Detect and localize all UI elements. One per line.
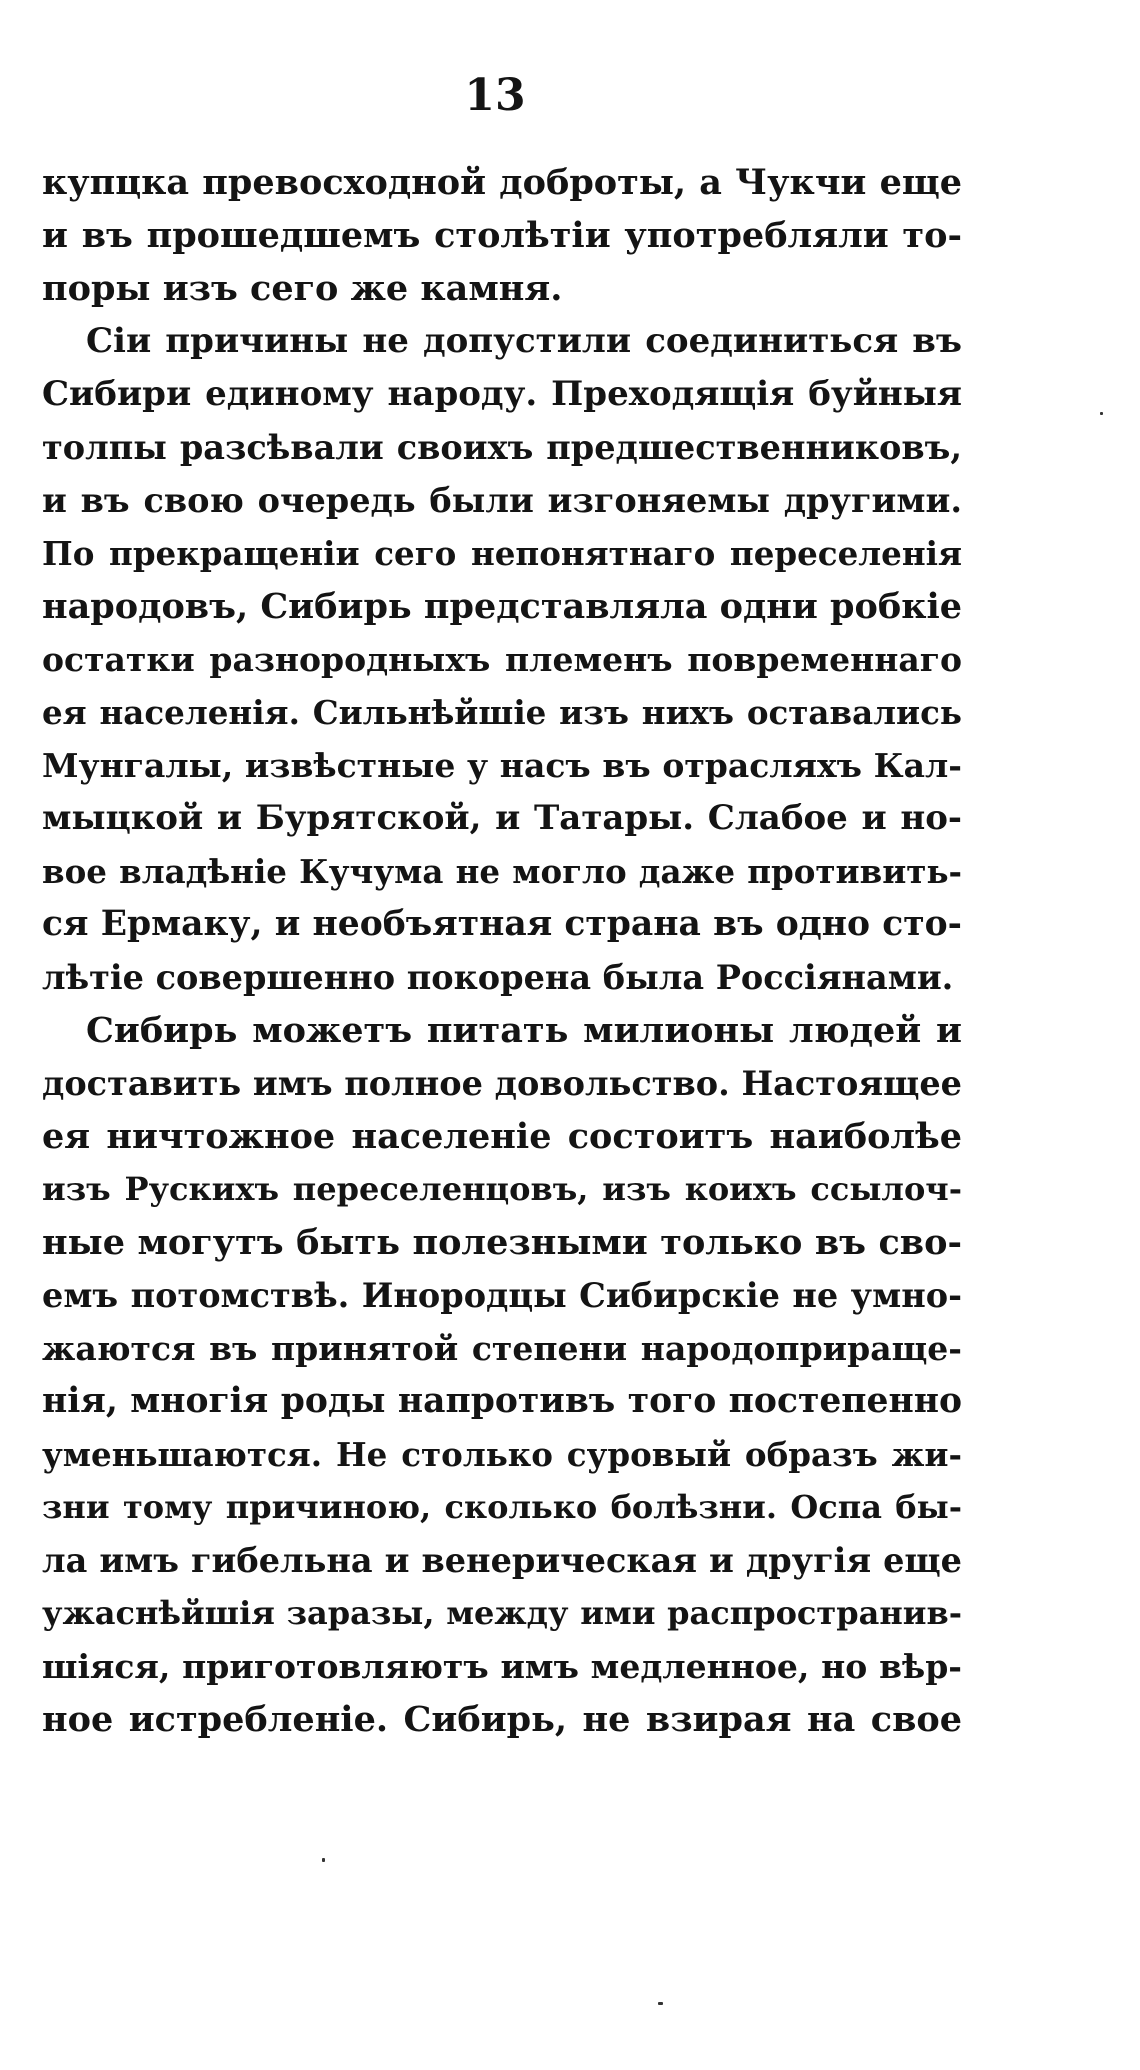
text-line: шіяся, приготовляютъ имъ медленное, но вѣр- (42, 1647, 962, 1686)
body-text (42, 156, 962, 1746)
print-speck (658, 2002, 663, 2005)
text-line: и въ прошедшемъ столѣтіи употребляли то- (42, 215, 962, 256)
text-line: купцка превосходной доброты, а Чукчи еще (42, 162, 962, 203)
text-line: изъ Рускихъ переселенцовъ, изъ коихъ ссылоч- (42, 1170, 962, 1208)
text-line: ла имъ гибельна и венерическая и другія еще (42, 1541, 962, 1580)
text-line: По прекращеніи сего непонятнаго переселенія (42, 534, 962, 573)
text-line: ся Ермаку, и необъятная страна въ одно сто- (42, 904, 962, 944)
text-line: Сибири единому народу. Преходящія буйныя (42, 374, 962, 414)
print-speck (1100, 412, 1103, 415)
text-line: ея ничтожное населеніе состоитъ наиболѣе (42, 1116, 962, 1157)
paragraph-first-line: Сибирь можетъ питать милионы людей и (86, 1010, 962, 1051)
text-line: нія, многія роды напротивъ того постепенно (42, 1381, 962, 1421)
text-line: емъ потомствѣ. Инородцы Сибирскіе не умно- (42, 1276, 962, 1315)
text-line: уменьшаются. Не столько суровый образъ жи- (42, 1435, 962, 1474)
text-line: мыцкой и Бурятской, и Татары. Слабое и но- (42, 798, 962, 838)
text-line: ное истребленіе. Сибирь, не взирая на свое (42, 1699, 962, 1740)
text-line: жаются въ принятой степени народоприраще- (42, 1329, 962, 1368)
paragraph-first-line: Сіи причины не допустили соединиться въ (86, 321, 962, 361)
text-line: ея населенія. Сильнѣйшіе изъ нихъ оставались (42, 693, 962, 732)
text-line: лѣтіе совершенно покорена была Россіянами. (42, 958, 954, 997)
page-number: 13 (464, 70, 526, 121)
print-speck (322, 1858, 325, 1862)
text-line: и въ свою очередь были изгоняемы другими. (42, 481, 962, 520)
text-line: Мунгалы, извѣстные у насъ въ отрасляхъ Кал- (42, 746, 962, 785)
text-line: доставить имъ полное довольство. Настоящее (42, 1064, 962, 1103)
text-line: поры изъ сего же камня. (42, 268, 563, 309)
text-line: вое владѣніе Кучума не могло даже противить- (42, 852, 962, 891)
text-line: народовъ, Сибирь представляла одни робкіе (42, 586, 963, 627)
text-line: ные могутъ быть полезными только въ сво- (42, 1222, 962, 1263)
text-line: ужаснѣйшія заразы, между ими распространив- (42, 1594, 962, 1632)
text-line: зни тому причиною, сколько болѣзни. Оспа бы- (42, 1488, 962, 1526)
text-line: остатки разнородныхъ племенъ повременнаго (42, 640, 962, 679)
text-line: толпы разсѣвали своихъ предшественниковъ, (42, 428, 962, 467)
